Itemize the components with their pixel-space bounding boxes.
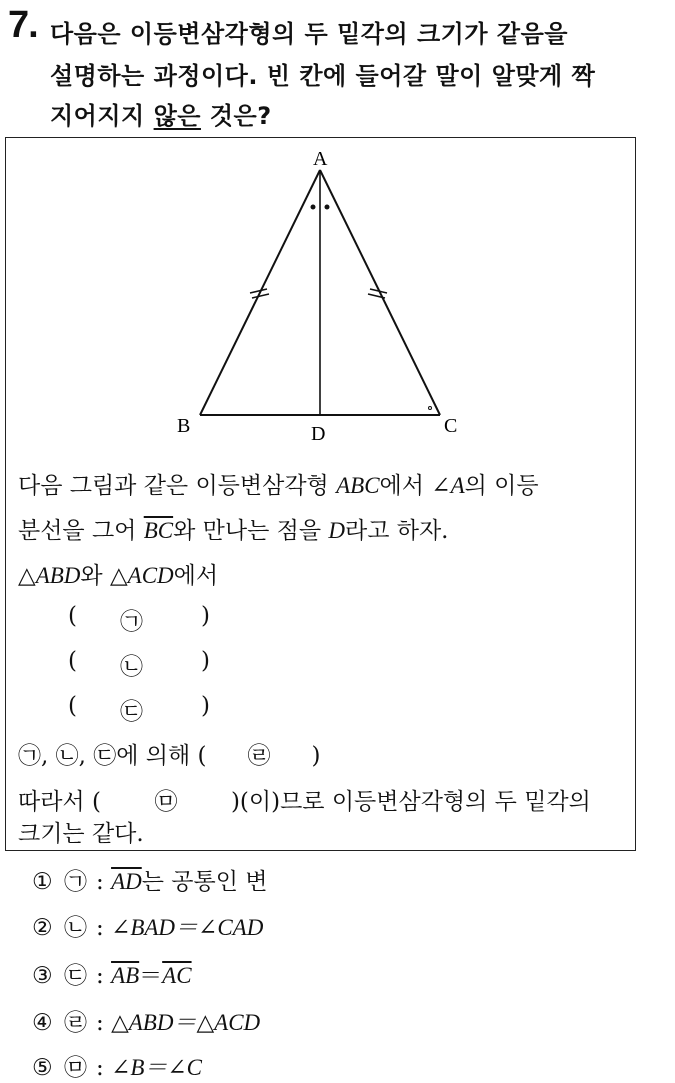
- choice-symbol: ㉢: [64, 963, 87, 989]
- paren-open: (: [68, 648, 77, 674]
- question-line-3-start: 지어지지: [50, 102, 154, 130]
- proof-line-2: [18, 512, 448, 545]
- proof-text: ): [311, 743, 321, 769]
- choice-colon: :: [96, 915, 104, 941]
- paren-close: ): [201, 693, 210, 719]
- math-segment-ac: $\overline{AC}$: [162, 963, 192, 988]
- blank-label: ㉤: [154, 789, 178, 815]
- choice-symbol: ㉣: [64, 1010, 87, 1036]
- proof-text: )(이)므로 이등변삼각형의 두 밑각의: [230, 789, 591, 815]
- blank-label: ㉠: [120, 609, 143, 635]
- choice-1[interactable]: [32, 863, 267, 896]
- question-line-2: 설명하는 과정이다. 빈 칸에 들어갈 말이 알맞게 짝: [50, 62, 596, 90]
- choice-colon: :: [96, 1010, 104, 1036]
- math-segment-ad: $\overline{AD}$: [111, 869, 142, 894]
- choice-number: ①: [32, 869, 53, 895]
- paren-close: ): [201, 648, 210, 674]
- paren-open: (: [68, 693, 77, 719]
- choice-symbol: ㉡: [64, 915, 87, 941]
- choice-4[interactable]: [32, 1004, 260, 1037]
- proof-line-3: [18, 557, 218, 590]
- choice-colon: :: [96, 869, 104, 895]
- math-abd: ABD: [35, 563, 81, 588]
- question-line-3: [50, 96, 272, 131]
- choice-symbol: ㉤: [64, 1055, 87, 1081]
- label-c: C: [444, 415, 458, 437]
- choice-number: ②: [32, 915, 53, 941]
- choice-text: △ABD＝△ACD: [111, 1010, 261, 1035]
- proof-text: 라고 하자.: [344, 518, 449, 544]
- proof-text: 분선을 그어: [18, 518, 144, 544]
- choice-5[interactable]: [32, 1049, 202, 1082]
- math-a: A: [450, 473, 465, 498]
- choice-3[interactable]: [32, 957, 192, 990]
- label-d: D: [311, 423, 326, 445]
- label-a: A: [313, 148, 328, 170]
- paren-close: ): [201, 603, 210, 629]
- proof-text: 와 만나는 점을: [173, 518, 329, 544]
- proof-line-9: 크기는 같다.: [18, 821, 144, 847]
- label-b: B: [177, 415, 191, 437]
- blank-label: ㉢: [120, 699, 143, 725]
- proof-text: 의 이등: [464, 473, 539, 499]
- question-number: 7.: [8, 4, 38, 46]
- paren-open: (: [68, 603, 77, 629]
- proof-text: ㉠, ㉡, ㉢에 의해 (: [18, 743, 207, 769]
- math-segment-bc: $\overline{BC}$: [143, 518, 174, 543]
- blank-label: ㉣: [247, 743, 271, 769]
- proof-text: 에서 ∠: [379, 473, 451, 499]
- choice-number: ④: [32, 1010, 53, 1036]
- question-line-3-end: 것은?: [200, 102, 272, 130]
- choice-text: ∠B＝∠C: [111, 1055, 202, 1080]
- question-underlined-word: 않은: [153, 102, 201, 130]
- proof-text: 와 △: [80, 563, 128, 589]
- question-line-1: 다음은 이등변삼각형의 두 밑각의 크기가 같음을: [50, 20, 568, 48]
- choice-text: 는 공통인 변: [141, 869, 268, 895]
- proof-line-7: [18, 737, 320, 770]
- choice-equals: ＝: [139, 963, 163, 989]
- math-acd: ACD: [127, 563, 174, 588]
- proof-text: 에서: [173, 563, 219, 589]
- math-abc: ABC: [336, 473, 380, 498]
- math-segment-ab: $\overline{AB}$: [111, 963, 140, 988]
- proof-text: 다음 그림과 같은 이등변삼각형: [18, 473, 337, 499]
- choice-colon: :: [96, 1055, 104, 1081]
- proof-text: 따라서 (: [18, 789, 101, 815]
- choice-symbol: ㉠: [64, 869, 87, 895]
- choice-text: ∠BAD＝∠CAD: [111, 915, 264, 940]
- choice-2[interactable]: [32, 909, 263, 942]
- blank-label: ㉡: [120, 654, 143, 680]
- choice-colon: :: [96, 963, 104, 989]
- proof-line-8: [18, 783, 591, 816]
- choice-number: ③: [32, 963, 53, 989]
- choice-number: ⑤: [32, 1055, 53, 1081]
- math-d: D: [328, 518, 345, 543]
- proof-line-1: [18, 467, 539, 500]
- proof-text: △: [18, 563, 36, 589]
